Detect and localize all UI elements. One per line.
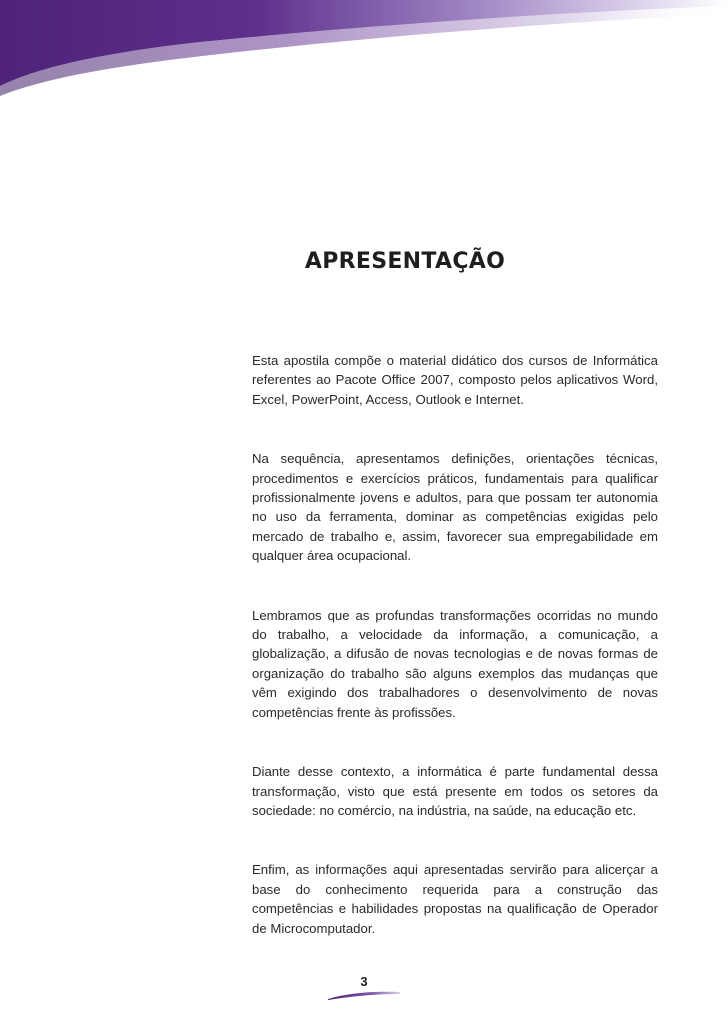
footer-swoosh-decoration <box>328 990 400 1000</box>
paragraph-transformations: Lembramos que as profundas transformações ocorridas no mundo do trabalho, a velocidade da informação, a comunicação, a globalização, a difusão de novas tecnologias e de novas formas de organização do trabalho são alguns exemplos das mudanças que vêm exigindo dos trabalhadores o desenvolvimento de novas competências frente às profissões. <box>252 607 658 720</box>
paragraph-sequence: Na sequência, apresentamos definições, orientações técnicas, procedimentos e exercícios práticos, fundamentais para qualificar profissionalmente jovens e adultos, para que possam ter autonomia no uso da ferramenta, dominar as competências exigidas pelo mercado de trabalho e, assim, favorecer sua empregabilidade em qualquer área ocupacional. <box>252 451 658 564</box>
paragraph-conclusion: Enfim, as informações aqui apresentadas servirão para alicerçar a base do conhecimento requerida para a construção das competências e habilidades propostas na qualificação de Operador de Microcomputador. <box>252 862 658 936</box>
page-title: APRESENTAÇÃO <box>304 249 506 274</box>
paragraph-intro: Esta apostila compõe o material didático dos cursos de Informática referentes ao Pacote Office 2007, composto pelos aplicativos Word, Excel, PowerPoint, Access, Outlook e Internet. <box>252 353 658 407</box>
paragraph-context: Diante desse contexto, a informática é parte fundamental dessa transformação, visto que está presente em todos os setores da sociedade: no comércio, na indústria, na saúde, na educação etc. <box>252 764 658 818</box>
body-text <box>252 351 658 938</box>
page-number: 3 <box>360 974 368 989</box>
header-swoosh-decoration <box>0 0 728 110</box>
